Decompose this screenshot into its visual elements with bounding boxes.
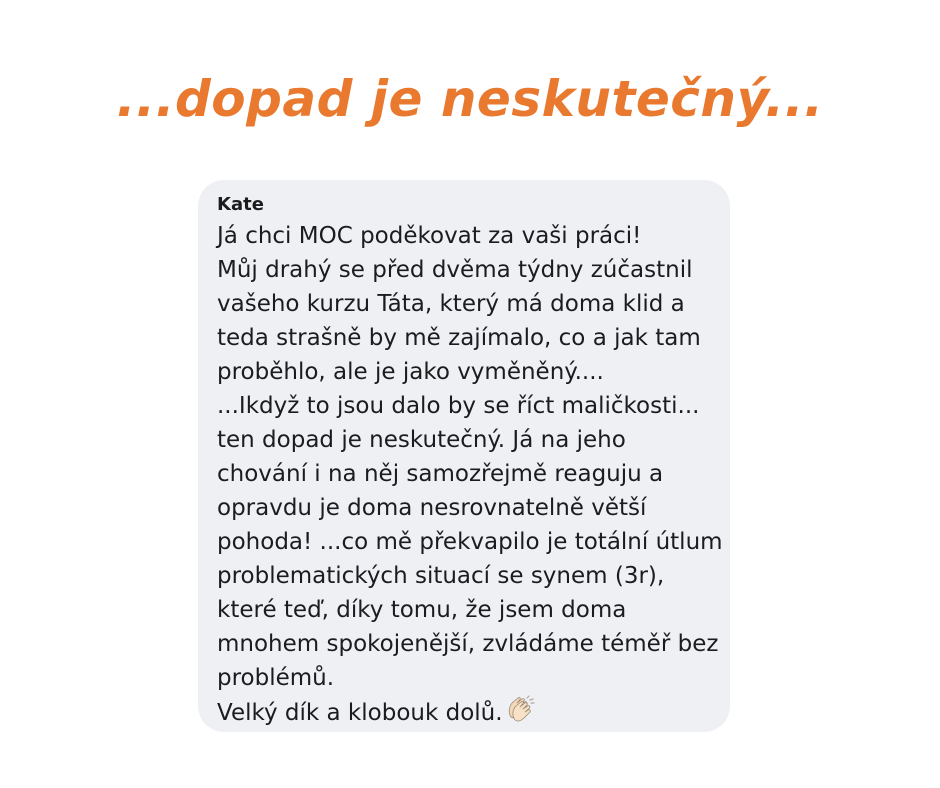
message-line: proběhlo, ale je jako vyměněný.... <box>217 359 604 385</box>
message-line: Já chci MOC poděkovat za vaši práci! <box>217 223 642 249</box>
message-line: které teď, díky tomu, že jsem doma <box>217 597 627 623</box>
message-text <box>217 219 723 733</box>
message-line: problémů. <box>217 665 335 691</box>
sender-name: Kate <box>217 194 264 215</box>
message-line: chování i na něj samozřejmě reaguju a <box>217 461 664 487</box>
message-line-text: Velký dík a klobouk dolů. <box>217 700 503 726</box>
message-line: teda strašně by mě zajímalo, co a jak tam <box>217 325 701 351</box>
message-line: opravdu je doma nesrovnatelně větší <box>217 495 647 521</box>
message-line: Můj drahý se před dvěma týdny zúčastnil <box>217 257 693 283</box>
message-line: ...Ikdyž to jsou dalo by se říct maličkosti... <box>217 393 700 419</box>
clapping-hands-icon <box>505 695 535 733</box>
message-line: mnohem spokojenější, zvládáme téměř bez <box>217 631 719 657</box>
message-line-last <box>217 695 714 733</box>
headline: ...dopad je neskutečný... <box>116 70 824 128</box>
message-bubble <box>198 180 730 732</box>
message-line: problematických situací se synem (3r), <box>217 563 665 589</box>
message-line: vašeho kurzu Táta, který má doma klid a <box>217 291 685 317</box>
message-line: pohoda! ...co mě překvapilo je totální útlum <box>217 529 723 555</box>
message-line: ten dopad je neskutečný. Já na jeho <box>217 427 626 453</box>
